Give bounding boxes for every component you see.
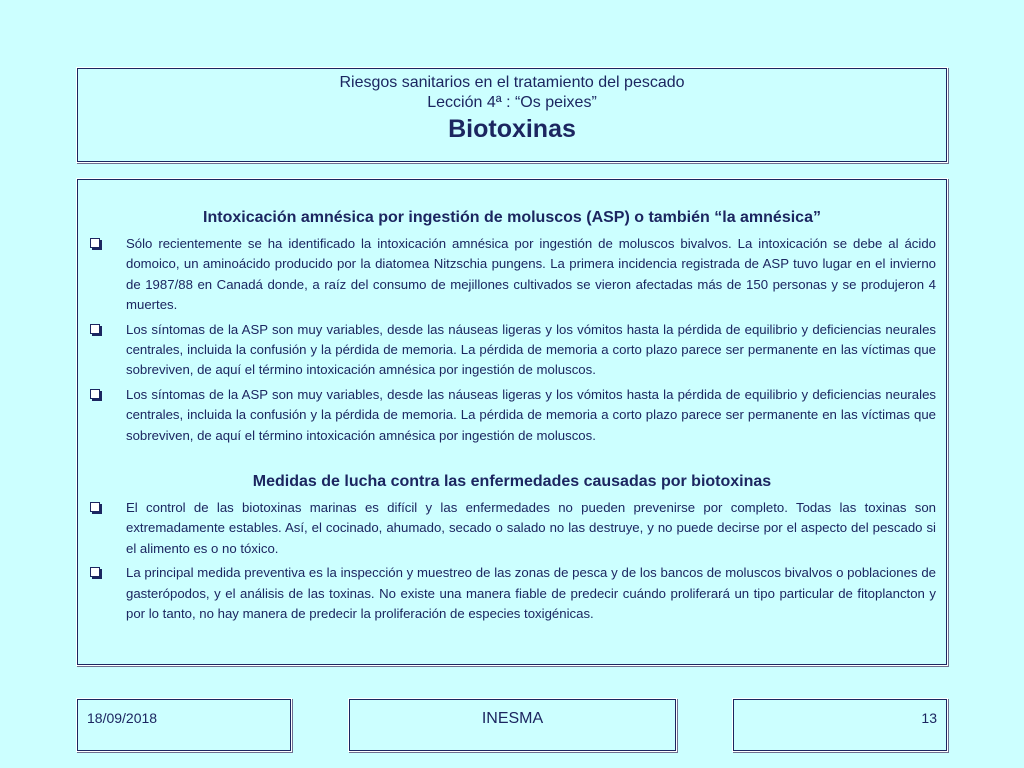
checkbox-bullet-icon xyxy=(90,502,100,512)
section-title-asp: Intoxicación amnésica por ingestión de moluscos (ASP) o también “la amnésica” xyxy=(203,209,821,226)
lesson-title: Lección 4ª : “Os peixes” xyxy=(427,94,597,111)
list-item xyxy=(88,385,936,446)
footer-date-box xyxy=(77,699,291,751)
bullet-text: Los síntomas de la ASP son muy variables, desde las náuseas ligeras y los vómitos hasta la pérdida de equilibrio y deficiencias neurales centrales, incluida la confusión y la pérdida de memoria. La pérdida de memoria a corto plazo parece ser permanente en las víctimas que sobreviven, de aquí el término intoxicación amnésica por ingestión de moluscos. xyxy=(126,321,936,378)
bullet-list-measures xyxy=(88,498,936,624)
bullet-text: Los síntomas de la ASP son muy variables, desde las náuseas ligeras y los vómitos hasta la pérdida de equilibrio y deficiencias neurales centrales, incluida la confusión y la pérdida de memoria. La pérdida de memoria a corto plazo parece ser permanente en las víctimas que sobreviven, de aquí el término intoxicación amnésica por ingestión de moluscos. xyxy=(126,386,936,443)
list-item xyxy=(88,563,936,624)
page-number: 13 xyxy=(921,710,937,726)
footer-organization-box xyxy=(349,699,676,751)
header-box xyxy=(77,68,947,162)
slide-title: Biotoxinas xyxy=(448,115,576,143)
list-item xyxy=(88,234,936,316)
checkbox-bullet-icon xyxy=(90,567,100,577)
footer-organization: INESMA xyxy=(481,710,544,727)
footer-page-box xyxy=(733,699,947,751)
content-box xyxy=(77,179,947,665)
bullet-text: El control de las biotoxinas marinas es difícil y las enfermedades no pueden prevenirse por completo. Todas las toxinas son extremadamente estables. Así, el cocinado, ahumado, secado o salado no las destruye, y no puede decirse por el aspecto del pescado si el alimento es o no tóxico. xyxy=(126,500,936,556)
course-title: Riesgos sanitarios en el tratamiento del pescado xyxy=(339,74,685,91)
section-title-measures: Medidas de lucha contra las enfermedades causadas por biotoxinas xyxy=(252,473,772,491)
footer-date: 18/09/2018 xyxy=(87,710,158,726)
checkbox-bullet-icon xyxy=(90,324,100,334)
bullet-text: Sólo recientemente se ha identificado la intoxicación amnésica por ingestión de moluscos bivalvos. La intoxicación se debe al ácido domoico, un aminoácido producido por la diatomea Nitzschia pungens. La primera incidencia registrada de ASP tuvo lugar en el invierno de 1987/88 en Canadá donde, a raíz del consumo de mejillones cultivados se vieron afectadas más de 150 personas y se produjeron 4 muertes. xyxy=(126,236,936,313)
checkbox-bullet-icon xyxy=(90,238,100,248)
bullet-list-asp xyxy=(88,234,936,446)
bullet-text: La principal medida preventiva es la inspección y muestreo de las zonas de pesca y de los bancos de moluscos bivalvos o poblaciones de gasterópodos, y el análisis de las toxinas. No existe una manera fiable de predecir cuándo proliferará un tipo particular de fitoplancton y por lo tanto, no hay manera de predecir la proliferación de especies toxigénicas. xyxy=(126,565,936,622)
list-item xyxy=(88,498,936,559)
checkbox-bullet-icon xyxy=(90,389,100,399)
list-item xyxy=(88,320,936,381)
